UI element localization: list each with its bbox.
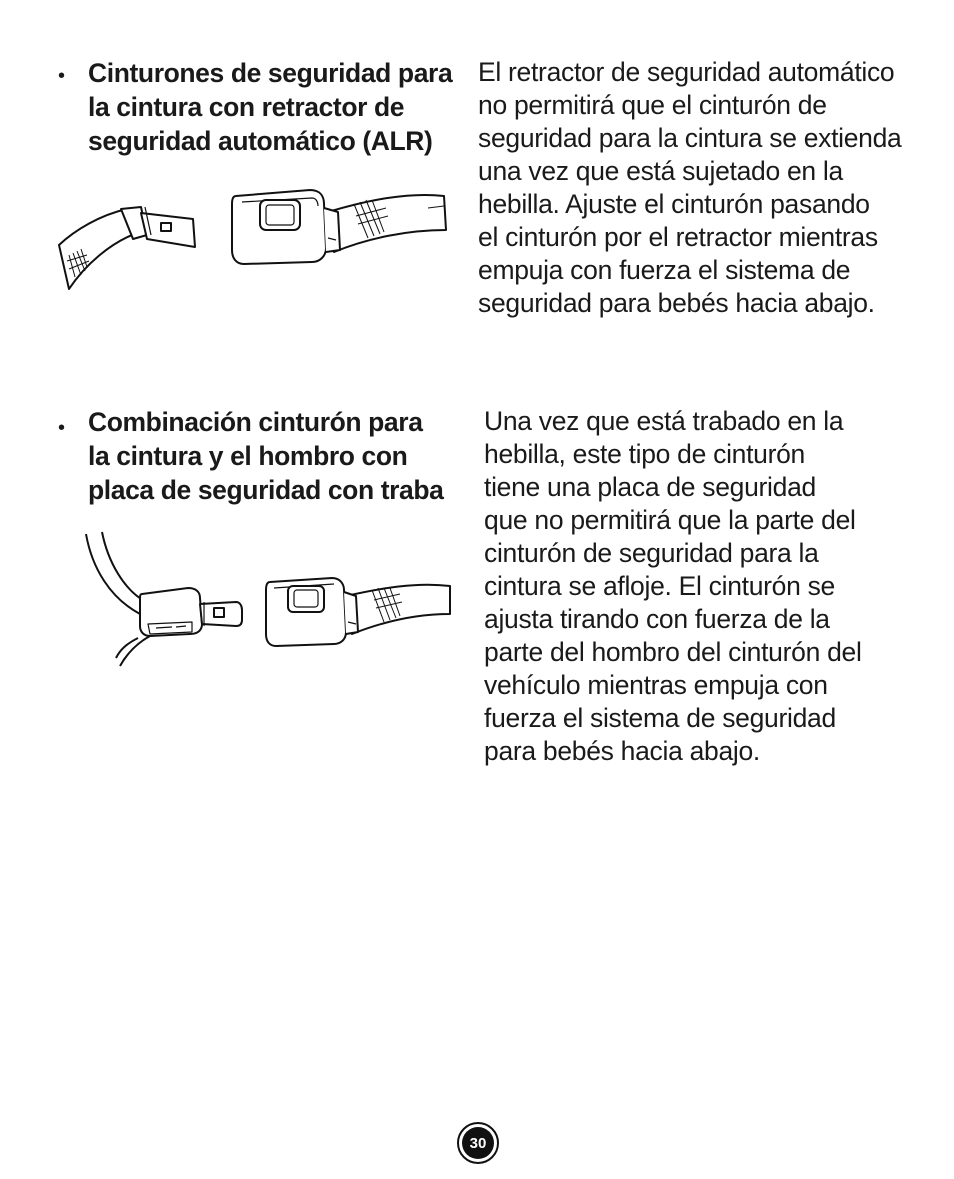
combo-belt-buckle-illustration	[262, 570, 452, 660]
body-line: una vez que está sujetado en la	[478, 156, 843, 186]
body-line: Una vez que está trabado en la	[484, 406, 844, 436]
bullet-combo: •	[58, 417, 66, 439]
page-number: 30	[462, 1127, 494, 1159]
body-line: fuerza el sistema de seguridad	[484, 703, 836, 733]
body-line: hebilla, este tipo de cinturón	[484, 439, 805, 469]
body-line: seguridad para bebés hacia abajo.	[478, 288, 875, 318]
body-line: no permitirá que el cinturón de	[478, 90, 827, 120]
page-number-badge	[457, 1122, 499, 1164]
heading-line: la cintura y el hombro con	[88, 441, 408, 471]
body-line: ajusta tirando con fuerza de la	[484, 604, 830, 634]
body-line: el cinturón por el retractor mientras	[478, 222, 878, 252]
body-line: hebilla. Ajuste el cinturón pasando	[478, 189, 870, 219]
body-line: seguridad para la cintura se extienda	[478, 123, 902, 153]
heading-line: Combinación cinturón para	[88, 407, 423, 437]
body-line: cintura se afloje. El cinturón se	[484, 571, 835, 601]
bullet-alr: •	[58, 65, 66, 87]
alr-belt-buckle-illustration	[228, 178, 448, 278]
heading-line: placa de seguridad con traba	[88, 475, 444, 505]
body-line: vehículo mientras empuja con	[484, 670, 828, 700]
body-line: El retractor de seguridad automático	[478, 57, 895, 87]
alr-description	[478, 56, 902, 320]
heading-line: Cinturones de seguridad para	[88, 58, 453, 88]
heading-line: seguridad automático (ALR)	[88, 126, 433, 156]
body-line: que no permitirá que la parte del	[484, 505, 856, 535]
alr-belt-latch-plate-illustration	[55, 185, 215, 295]
combo-description	[484, 405, 862, 768]
body-line: para bebés hacia abajo.	[484, 736, 760, 766]
combo-belt-locking-latch-plate-illustration	[80, 528, 250, 673]
body-line: empuja con fuerza el sistema de	[478, 255, 851, 285]
heading-line: la cintura con retractor de	[88, 92, 405, 122]
body-line: cinturón de seguridad para la	[484, 538, 819, 568]
heading-combo-belt	[88, 405, 444, 507]
body-line: tiene una placa de seguridad	[484, 472, 816, 502]
body-line: parte del hombro del cinturón del	[484, 637, 862, 667]
heading-alr-belt	[88, 56, 452, 158]
